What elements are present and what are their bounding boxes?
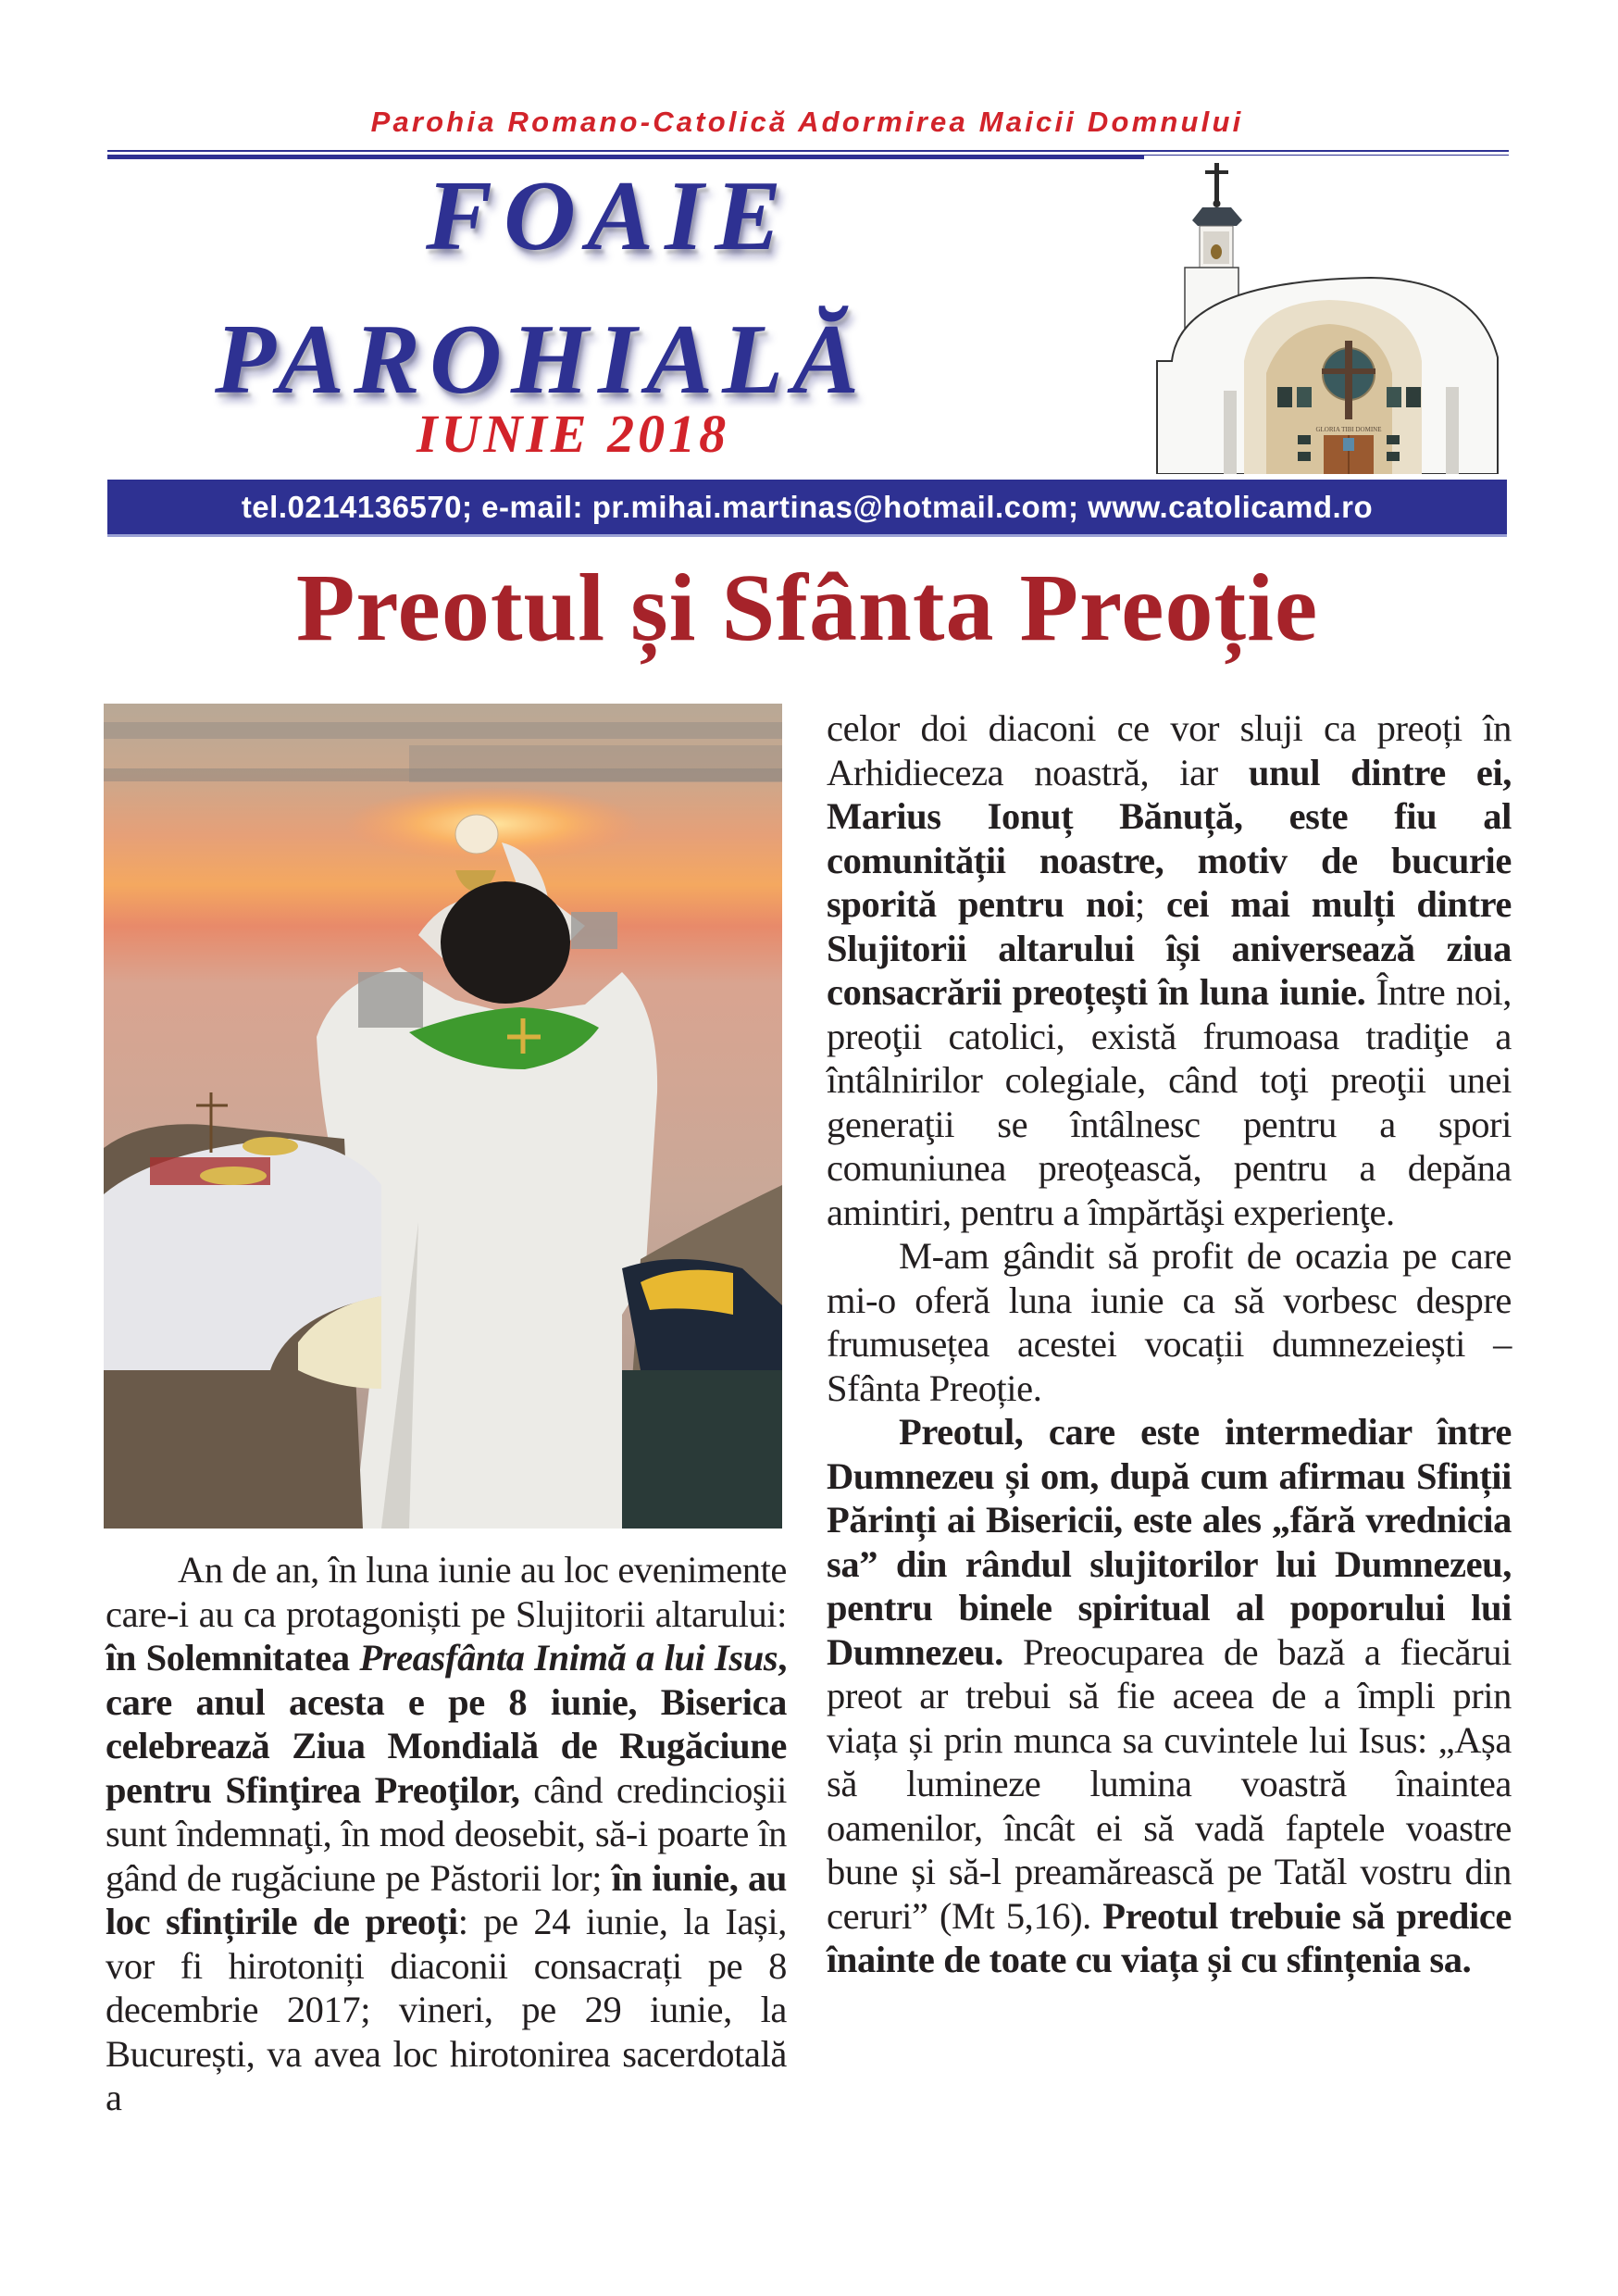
masthead-title-line2: PAROHIALĂ [215, 305, 869, 415]
text-run: An de an, în luna iunie au loc evenimente care-i au ca protagoniști pe Slujitorii altarului: [106, 1549, 787, 1635]
text-run-bold: în iunie, au loc sfințirile de preoți [106, 1856, 787, 1942]
church-image [1144, 156, 1512, 474]
text-run: Preocuparea de bază a fiecărui preot ar trebui să fie aceea de a împli prin viața și prin munca sa cuvintele lui Isus: „Așa să lumineze lumina voastră înaintea oamenilor, încât ei să vadă faptele voastre bune și să-l preamărească pe Tatăl vostru din ceruri” (Mt 5,16). [827, 1630, 1512, 1937]
contact-info[interactable]: tel.0214136570; e-mail: pr.mihai.martinas@hotmail.com; www.catolicamd.ro [241, 489, 1374, 524]
text-run-bold: Preotul, care este intermediar între Dumnezeu și om, după cum afirmau Sfinții Părinți ai Bisericii, este ales „fără vrednicia sa” din rândul slujitorilor lui Dumnezeu, pentru binele spiritual al poporului lui Dumnezeu. [827, 1411, 1512, 1673]
header-rule-thin [107, 150, 1509, 152]
paragraph: M-am gândit să profit de ocazia pe care mi-o oferă luna iunie ca să vorbesc despre frumusețea acestei vocații dumnezeiești – Sfânta Preoție. [827, 1235, 1512, 1409]
text-run: când credincioşii sunt îndemnaţi, în mod deosebit, să-i poarte în gând de rugăciune pe Păstorii lor; [106, 1768, 788, 1899]
text-run: : pe 24 iunie, la Iași, vor fi hirotoniți diaconii consacrați pe 8 decembrie 2017; vineri, pe 29 iunie, la București, va avea loc hirotonirea sacerdotală a [106, 1901, 787, 2118]
host-icon [455, 815, 498, 854]
article-title: Preotul și Sfânta Preoție [295, 555, 1319, 661]
paragraph [827, 1410, 1512, 1982]
issue-date: IUNIE 2018 [417, 404, 730, 464]
text-run-bold: în Solemnitatea [106, 1637, 360, 1678]
article-column-left [106, 1548, 787, 2120]
text-run: ; [1134, 883, 1167, 925]
text-run: Între noi, preoţii catolici, există frumoasa tradiţie a întâlnirilor colegiale, când toţi preoţii unei generaţii se întâlnesc pentru a spori comuniunea preoţească, pentru a depăna amintiri, pentru a împărtăşi experienţe. [827, 971, 1512, 1233]
text-run-bold: , care anul acesta e pe 8 iunie, Biserica celebrează Ziua Mondială de Rugăciune pentru Sfinţirea Preoţilor, [106, 1637, 787, 1811]
text-run-bold: cei mai mulți dintre Slujitorii altarului își aniversează ziua consacrării preoțești în luna iunie. [827, 883, 1512, 1013]
paragraph [106, 1548, 787, 2120]
text-run-bold: unul dintre ei, Marius Ionuț Bănuță, este fiu al comunității noastre, motiv de bucurie sporită pentru noi [827, 751, 1512, 925]
masthead-title-line1: FOAIE [426, 161, 793, 271]
text-run-bold-italic: Preasfânta Inimă a lui Isus [359, 1637, 778, 1678]
paragraph [827, 706, 1512, 1234]
parish-name: Parohia Romano-Catolică Adormirea Maicii Domnului [370, 106, 1244, 138]
text-run: celor doi diaconi ce vor sluji ca preoți în Arhidieceza noastră, iar [827, 707, 1512, 793]
contact-banner [107, 480, 1507, 537]
article-column-right [827, 706, 1512, 1982]
church-inscription: GLORIA TIBI DOMINE [1315, 426, 1382, 433]
article-photo [104, 704, 782, 1529]
text-run-bold: Preotul trebuie să predice înainte de toate cu viața și cu sfințenia sa. [827, 1894, 1512, 1980]
